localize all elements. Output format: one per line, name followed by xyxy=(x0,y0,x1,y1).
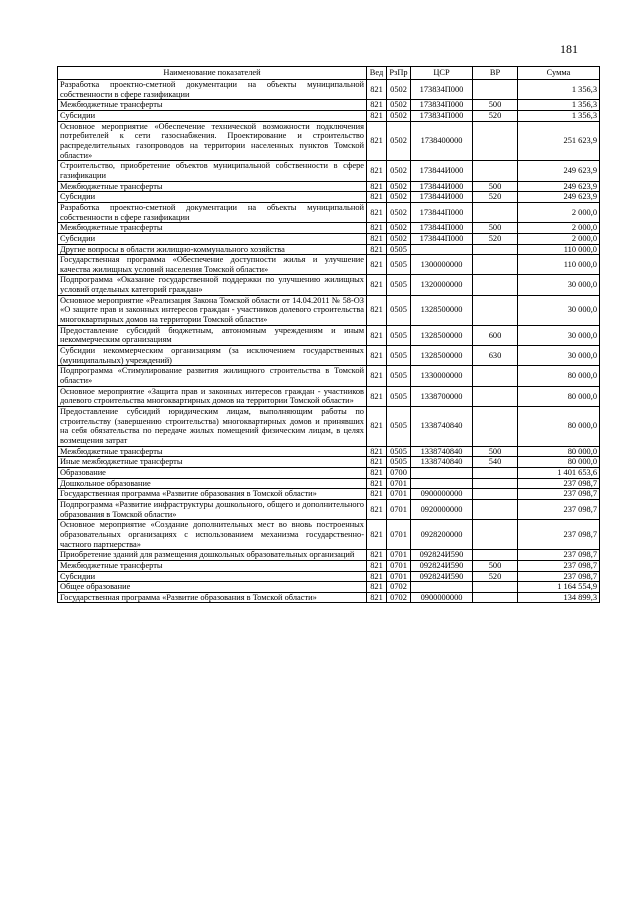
row-name: Межбюджетные трансферты xyxy=(58,560,367,571)
row-sum: 237 098,7 xyxy=(518,571,600,582)
row-ved: 821 xyxy=(367,366,387,386)
table-row xyxy=(58,244,600,255)
table-row xyxy=(58,592,600,603)
row-name: Основное мероприятие «Создание дополнительных мест во вновь построенных образовательных организациях с использованием механизма государственно-частного партнерства» xyxy=(58,520,367,550)
row-name: Основное мероприятие «Обеспечение технической возможности подключения потребителей к сети газоснабжения. Проектирование и строительство распределительных газопроводов на территории населенных пунктов Томской области» xyxy=(58,121,367,161)
row-ved: 821 xyxy=(367,295,387,325)
row-csr: 173844П000 xyxy=(411,202,473,222)
row-vr xyxy=(473,202,518,222)
row-name: Другие вопросы в области жилищно-коммунального хозяйства xyxy=(58,244,367,255)
row-sum: 1 164 554,9 xyxy=(518,582,600,593)
row-csr xyxy=(411,582,473,593)
table-row xyxy=(58,467,600,478)
row-rzpr: 0505 xyxy=(387,386,411,406)
row-sum: 110 000,0 xyxy=(518,244,600,255)
header-rzpr: РзПр xyxy=(387,67,411,80)
row-csr: 173844И000 xyxy=(411,181,473,192)
row-vr xyxy=(473,386,518,406)
table-row xyxy=(58,407,600,447)
row-sum: 80 000,0 xyxy=(518,446,600,457)
row-rzpr: 0502 xyxy=(387,223,411,234)
row-sum: 249 623,9 xyxy=(518,192,600,203)
row-vr xyxy=(473,478,518,489)
row-vr: 500 xyxy=(473,100,518,111)
row-sum: 80 000,0 xyxy=(518,407,600,447)
row-csr: 173834П000 xyxy=(411,80,473,100)
row-ved: 821 xyxy=(367,592,387,603)
row-rzpr: 0701 xyxy=(387,478,411,489)
row-csr: 0900000000 xyxy=(411,489,473,500)
row-name: Общее образование xyxy=(58,582,367,593)
row-csr: 1328500000 xyxy=(411,346,473,366)
row-csr: 092824И590 xyxy=(411,550,473,561)
row-vr xyxy=(473,80,518,100)
row-csr: 173834П000 xyxy=(411,110,473,121)
row-ved: 821 xyxy=(367,467,387,478)
row-csr: 0900000000 xyxy=(411,592,473,603)
row-csr: 0920000000 xyxy=(411,499,473,519)
row-sum: 2 000,0 xyxy=(518,233,600,244)
row-sum: 237 098,7 xyxy=(518,478,600,489)
row-name: Образование xyxy=(58,467,367,478)
row-ved: 821 xyxy=(367,275,387,295)
row-vr xyxy=(473,275,518,295)
row-vr: 500 xyxy=(473,181,518,192)
row-sum: 1 356,3 xyxy=(518,100,600,111)
row-sum: 1 401 653,6 xyxy=(518,467,600,478)
row-csr: 092824И590 xyxy=(411,560,473,571)
row-rzpr: 0701 xyxy=(387,550,411,561)
row-sum: 237 098,7 xyxy=(518,489,600,500)
row-ved: 821 xyxy=(367,325,387,345)
row-csr: 1300000000 xyxy=(411,255,473,275)
row-csr: 173844И000 xyxy=(411,192,473,203)
row-sum: 80 000,0 xyxy=(518,386,600,406)
table-row xyxy=(58,110,600,121)
row-csr: 173844П000 xyxy=(411,233,473,244)
row-vr: 600 xyxy=(473,325,518,345)
row-rzpr: 0701 xyxy=(387,560,411,571)
row-csr: 1338700000 xyxy=(411,386,473,406)
row-ved: 821 xyxy=(367,100,387,111)
row-rzpr: 0502 xyxy=(387,121,411,161)
row-rzpr: 0701 xyxy=(387,571,411,582)
table-row xyxy=(58,346,600,366)
table-row xyxy=(58,489,600,500)
table-row xyxy=(58,560,600,571)
row-ved: 821 xyxy=(367,478,387,489)
row-sum: 2 000,0 xyxy=(518,223,600,234)
row-name: Субсидии некоммерческим организациям (за исключением государственных (муниципальных) учреждений) xyxy=(58,346,367,366)
table-row xyxy=(58,275,600,295)
row-ved: 821 xyxy=(367,582,387,593)
row-ved: 821 xyxy=(367,499,387,519)
row-name: Субсидии xyxy=(58,110,367,121)
row-sum: 249 623,9 xyxy=(518,161,600,181)
row-csr: 1328500000 xyxy=(411,325,473,345)
row-vr xyxy=(473,550,518,561)
row-csr: 1330000000 xyxy=(411,366,473,386)
row-ved: 821 xyxy=(367,161,387,181)
table-row xyxy=(58,550,600,561)
row-csr: 1338740840 xyxy=(411,457,473,468)
row-sum: 80 000,0 xyxy=(518,457,600,468)
row-ved: 821 xyxy=(367,121,387,161)
row-name: Субсидии xyxy=(58,233,367,244)
row-rzpr: 0701 xyxy=(387,520,411,550)
row-vr xyxy=(473,121,518,161)
row-ved: 821 xyxy=(367,80,387,100)
row-sum: 30 000,0 xyxy=(518,275,600,295)
row-csr: 1338740840 xyxy=(411,407,473,447)
row-rzpr: 0502 xyxy=(387,192,411,203)
budget-table xyxy=(57,66,600,603)
table-row xyxy=(58,80,600,100)
row-rzpr: 0502 xyxy=(387,181,411,192)
row-vr xyxy=(473,407,518,447)
row-csr: 173834П000 xyxy=(411,100,473,111)
row-name: Подпрограмма «Развитие инфраструктуры дошкольного, общего и дополнительного образования в Томской области» xyxy=(58,499,367,519)
row-name: Субсидии xyxy=(58,192,367,203)
row-rzpr: 0505 xyxy=(387,407,411,447)
table-body xyxy=(58,80,600,603)
table-row xyxy=(58,457,600,468)
row-ved: 821 xyxy=(367,571,387,582)
row-ved: 821 xyxy=(367,244,387,255)
row-vr xyxy=(473,467,518,478)
table-row xyxy=(58,192,600,203)
row-ved: 821 xyxy=(367,386,387,406)
row-ved: 821 xyxy=(367,181,387,192)
table-row xyxy=(58,100,600,111)
row-sum: 30 000,0 xyxy=(518,325,600,345)
row-sum: 237 098,7 xyxy=(518,560,600,571)
row-name: Приобретение зданий для размещения дошкольных образовательных организаций xyxy=(58,550,367,561)
row-csr: 173844П000 xyxy=(411,223,473,234)
row-name: Иные межбюджетные трансферты xyxy=(58,457,367,468)
row-sum: 2 000,0 xyxy=(518,202,600,222)
row-rzpr: 0502 xyxy=(387,110,411,121)
row-rzpr: 0700 xyxy=(387,467,411,478)
row-name: Межбюджетные трансферты xyxy=(58,181,367,192)
row-rzpr: 0505 xyxy=(387,346,411,366)
row-csr xyxy=(411,467,473,478)
header-sum: Сумма xyxy=(518,67,600,80)
row-vr: 520 xyxy=(473,192,518,203)
table-row xyxy=(58,499,600,519)
row-rzpr: 0505 xyxy=(387,325,411,345)
row-sum: 1 356,3 xyxy=(518,80,600,100)
row-sum: 237 098,7 xyxy=(518,550,600,561)
row-sum: 249 623,9 xyxy=(518,181,600,192)
row-rzpr: 0505 xyxy=(387,446,411,457)
row-ved: 821 xyxy=(367,457,387,468)
table-row xyxy=(58,366,600,386)
row-name: Подпрограмма «Оказание государственной поддержки по улучшению жилищных условий отдельных категорий граждан» xyxy=(58,275,367,295)
table-row xyxy=(58,582,600,593)
row-name: Основное мероприятие «Защита прав и законных интересов граждан - участников долевого строительства многоквартирных домов на территории Томской области» xyxy=(58,386,367,406)
header-csr: ЦСР xyxy=(411,67,473,80)
table-row xyxy=(58,520,600,550)
row-vr xyxy=(473,520,518,550)
row-sum: 237 098,7 xyxy=(518,499,600,519)
row-ved: 821 xyxy=(367,255,387,275)
row-vr: 500 xyxy=(473,446,518,457)
row-ved: 821 xyxy=(367,446,387,457)
table-row xyxy=(58,386,600,406)
row-name: Основное мероприятие «Реализация Закона Томской области от 14.04.2011 № 58-ОЗ «О защите прав и законных интересов граждан - участников долевого строительства многоквартирных домов на территории Томской области» xyxy=(58,295,367,325)
table-row xyxy=(58,325,600,345)
row-name: Межбюджетные трансферты xyxy=(58,446,367,457)
row-csr: 1338740840 xyxy=(411,446,473,457)
row-csr: 1320000000 xyxy=(411,275,473,295)
row-rzpr: 0502 xyxy=(387,161,411,181)
table-row xyxy=(58,181,600,192)
table-row xyxy=(58,202,600,222)
row-ved: 821 xyxy=(367,489,387,500)
row-name: Разработка проектно-сметной документации на объекты муниципальной собственности в сфере газификации xyxy=(58,202,367,222)
row-name: Межбюджетные трансферты xyxy=(58,223,367,234)
row-csr: 092824И590 xyxy=(411,571,473,582)
row-vr: 630 xyxy=(473,346,518,366)
row-vr: 520 xyxy=(473,571,518,582)
header-name: Наименование показателей xyxy=(58,67,367,80)
row-name: Строительство, приобретение объектов муниципальной собственности в сфере газификации xyxy=(58,161,367,181)
row-rzpr: 0505 xyxy=(387,457,411,468)
row-name: Предоставление субсидий бюджетным, автономным учреждениям и иным некоммерческим организациям xyxy=(58,325,367,345)
table-row xyxy=(58,478,600,489)
row-name: Межбюджетные трансферты xyxy=(58,100,367,111)
header-ved: Вед xyxy=(367,67,387,80)
row-name: Государственная программа «Развитие образования в Томской области» xyxy=(58,489,367,500)
row-rzpr: 0702 xyxy=(387,582,411,593)
row-vr xyxy=(473,582,518,593)
row-sum: 30 000,0 xyxy=(518,346,600,366)
row-vr xyxy=(473,592,518,603)
row-csr xyxy=(411,244,473,255)
row-rzpr: 0502 xyxy=(387,233,411,244)
row-rzpr: 0505 xyxy=(387,295,411,325)
row-name: Государственная программа «Развитие образования в Томской области» xyxy=(58,592,367,603)
row-ved: 821 xyxy=(367,407,387,447)
row-rzpr: 0702 xyxy=(387,592,411,603)
row-vr: 500 xyxy=(473,560,518,571)
row-vr xyxy=(473,295,518,325)
row-ved: 821 xyxy=(367,202,387,222)
row-ved: 821 xyxy=(367,346,387,366)
row-name: Подпрограмма «Стимулирование развития жилищного строительства в Томской области» xyxy=(58,366,367,386)
row-sum: 110 000,0 xyxy=(518,255,600,275)
row-ved: 821 xyxy=(367,560,387,571)
row-vr xyxy=(473,489,518,500)
row-ved: 821 xyxy=(367,223,387,234)
row-csr: 1328500000 xyxy=(411,295,473,325)
header-vr: ВР xyxy=(473,67,518,80)
row-rzpr: 0505 xyxy=(387,255,411,275)
row-csr: 0928200000 xyxy=(411,520,473,550)
row-rzpr: 0502 xyxy=(387,202,411,222)
row-csr: 1738400000 xyxy=(411,121,473,161)
row-vr xyxy=(473,161,518,181)
row-vr xyxy=(473,255,518,275)
row-sum: 251 623,9 xyxy=(518,121,600,161)
row-ved: 821 xyxy=(367,550,387,561)
row-csr: 173844И000 xyxy=(411,161,473,181)
table-row xyxy=(58,161,600,181)
row-sum: 237 098,7 xyxy=(518,520,600,550)
row-sum: 80 000,0 xyxy=(518,366,600,386)
row-vr: 520 xyxy=(473,233,518,244)
table-row xyxy=(58,233,600,244)
table-row xyxy=(58,255,600,275)
table-row xyxy=(58,571,600,582)
row-csr xyxy=(411,478,473,489)
row-rzpr: 0505 xyxy=(387,244,411,255)
row-name: Государственная программа «Обеспечение доступности жилья и улучшение качества жилищных условий населения Томской области» xyxy=(58,255,367,275)
row-rzpr: 0502 xyxy=(387,80,411,100)
row-rzpr: 0505 xyxy=(387,366,411,386)
table-header-row xyxy=(58,67,600,80)
row-name: Предоставление субсидий юридическим лицам, выполняющим работы по строительству (завершению строительства) многоквартирных домов и принявших на себя обязательства по передаче жилых помещений физическим лицам, в целях возмещения затрат xyxy=(58,407,367,447)
row-ved: 821 xyxy=(367,520,387,550)
table-row xyxy=(58,295,600,325)
row-rzpr: 0502 xyxy=(387,100,411,111)
row-vr: 520 xyxy=(473,110,518,121)
row-name: Разработка проектно-сметной документации на объекты муниципальной собственности в сфере газификации xyxy=(58,80,367,100)
row-rzpr: 0701 xyxy=(387,499,411,519)
row-name: Дошкольное образование xyxy=(58,478,367,489)
table-row xyxy=(58,446,600,457)
row-ved: 821 xyxy=(367,110,387,121)
page-number: 181 xyxy=(560,42,578,56)
row-rzpr: 0505 xyxy=(387,275,411,295)
row-vr: 500 xyxy=(473,223,518,234)
table-row xyxy=(58,121,600,161)
table-row xyxy=(58,223,600,234)
row-sum: 134 899,3 xyxy=(518,592,600,603)
row-vr xyxy=(473,244,518,255)
row-ved: 821 xyxy=(367,192,387,203)
row-rzpr: 0701 xyxy=(387,489,411,500)
row-ved: 821 xyxy=(367,233,387,244)
row-sum: 30 000,0 xyxy=(518,295,600,325)
row-vr xyxy=(473,366,518,386)
row-vr: 540 xyxy=(473,457,518,468)
row-sum: 1 356,3 xyxy=(518,110,600,121)
row-name: Субсидии xyxy=(58,571,367,582)
row-vr xyxy=(473,499,518,519)
